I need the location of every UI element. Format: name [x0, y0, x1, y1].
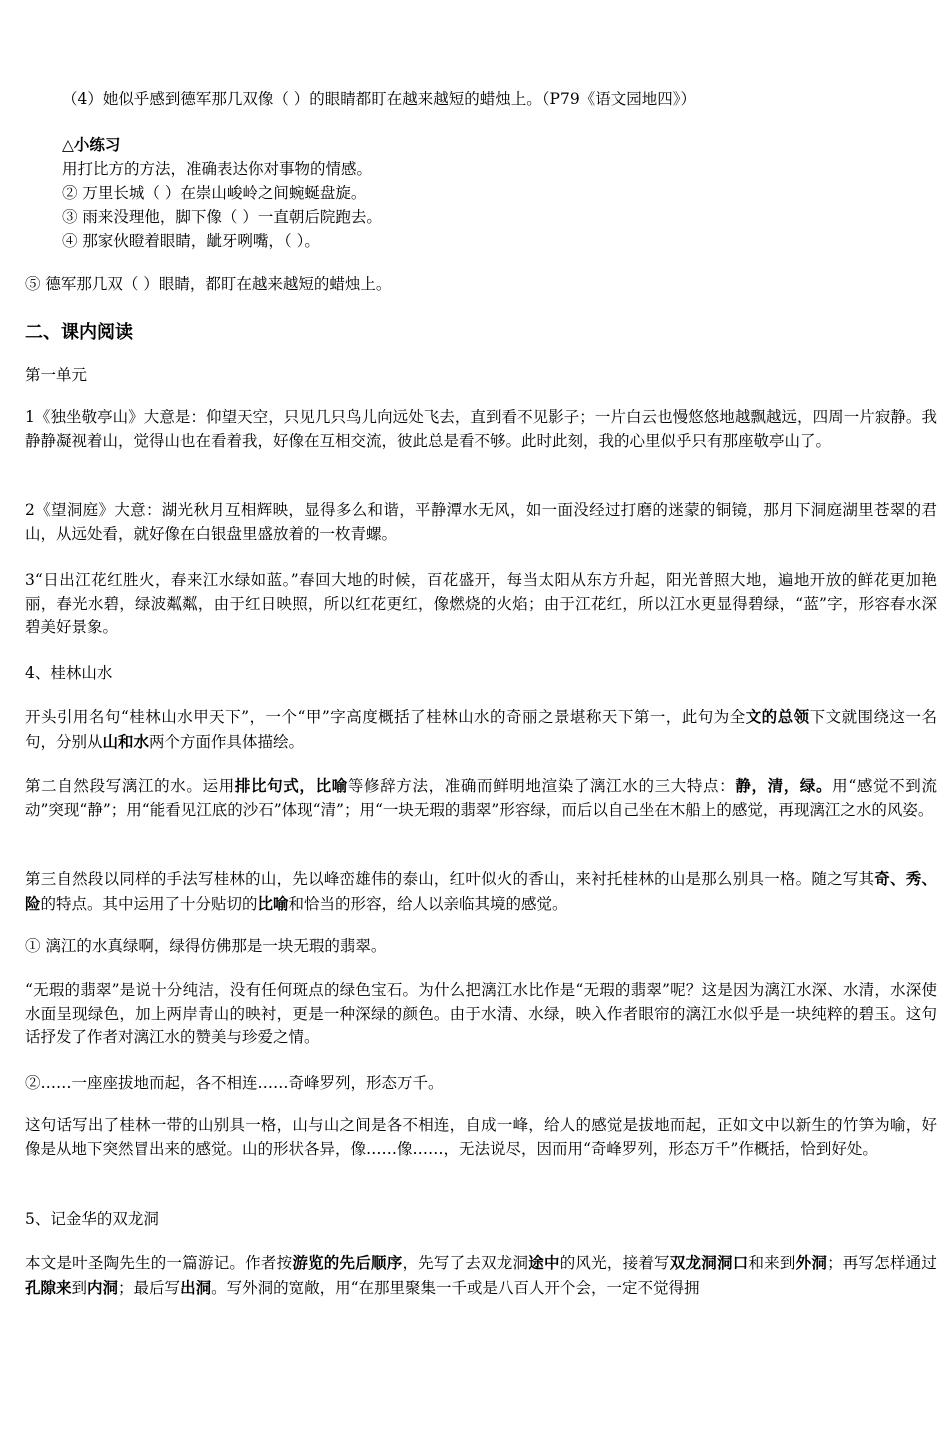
paragraph-guilin-water: [25, 774, 937, 822]
text-segment: 第二自然段写漓江的水。运用: [25, 777, 235, 795]
unit-title: 第一单元: [25, 366, 88, 384]
paragraph-guilin-intro: [25, 705, 937, 754]
bold-segment: 途中: [528, 1253, 560, 1272]
text-segment: ，先写了去双龙洞: [402, 1254, 529, 1272]
practice-instruction: 用打比方的方法，准确表达你对事物的情感。: [62, 160, 373, 178]
text-segment: ；最后写: [118, 1278, 181, 1297]
bold-segment: 山和水: [102, 731, 150, 751]
practice-item-2: ② 万里长城（ ）在崇山峻岭之间蜿蜒盘旋。: [62, 184, 367, 202]
text-segment: 等修辞方法，准确而鲜明地渲染了漓江水的三大特点：: [347, 777, 736, 795]
bold-segment: 外洞: [795, 1253, 828, 1272]
quote-1-explanation: “无瑕的翡翠”是说十分纯洁，没有任何斑点的绿色宝石。为什么把漓江水比作是“无瑕的翡翠”呢？这是因为漓江水深、水清，水深使水面呈现绿色，加上两岸青山的映衬，更是一种深绿的颜色。由于水清、水绿，映入作者眼帘的漓江水似乎是一块纯粹的碧玉。这句话抒发了作者对漓江水的赞美与珍爱之情。: [25, 981, 937, 1046]
practice-title: △小练习: [62, 135, 121, 154]
text-segment: 开头引用名句“桂林山水甲天下”，一个“甲”字高度概括了桂林山水的奇丽之景堪称天下第一，此句为全: [25, 708, 746, 726]
text-segment: 第三自然段以同样的手法写桂林的山，先以峰峦雄伟的泰山，红叶似火的香山，来衬托桂林的山是那么别具一格。随之写其: [25, 870, 875, 888]
bold-segment: 出洞: [180, 1277, 212, 1297]
exercise-item-4: （4）她似乎感到德军那几双像（ ）的眼睛都盯在越来越短的蜡烛上。（P79《语文园地四》）: [62, 90, 696, 108]
text-segment: 本文是叶圣陶先生的一篇游记。作者按: [25, 1254, 293, 1272]
bold-segment: 孔隙来: [25, 1277, 72, 1297]
text-segment: 和来到: [748, 1254, 796, 1272]
paragraph-jingting: 1《独坐敬亭山》大意是：仰望天空，只见几只鸟儿向远处飞去，直到看不见影子；一片白云也慢悠悠地越飘越远，四周一片寂静。我静静凝视着山，觉得山也在看着我，好像在互相交流，彼此总是看不够。此时此刻，我的心里似乎只有那座敬亭山了。: [25, 408, 937, 450]
bold-segment: 文的总领: [745, 707, 810, 726]
quote-2-explanation: 这句话写出了桂林一带的山别具一格，山与山之间是各不相连，自成一峰，给人的感觉是拔地而起，正如文中以新生的竹笋为喻，好像是从地下突然冒出来的感觉。山的形状各异，像……像……，无法说尽，因而用“奇峰罗列，形态万千”作概括，恰到好处。: [25, 1116, 937, 1158]
bold-segment: 内洞: [87, 1277, 119, 1297]
bold-segment: 奇、秀、险: [25, 869, 937, 913]
paragraph-guilin-mountain: [25, 867, 937, 916]
text-segment: 。写外洞的宽敞，用“在那里聚集一千或是八百人开个会，一定不觉得拥: [211, 1278, 700, 1297]
quote-2: ②……一座座拔地而起，各不相连……奇峰罗列，形态万千。: [25, 1074, 444, 1092]
bold-segment: 双龙洞洞口: [669, 1253, 749, 1272]
paragraph-jiangnan: 3“日出江花红胜火，春来江水绿如蓝。”春回大地的时候，百花盛开，每当太阳从东方升起，阳光普照大地，遍地开放的鲜花更加艳丽，春光水碧，绿波粼粼，由于红日映照，所以红花更红，像燃烧的火焰；由于江花红，所以江水更显得碧绿，“蓝”字，形容春水深碧美好景象。: [25, 571, 937, 636]
text-segment: 两个方面作具体描绘。: [149, 732, 305, 751]
text-segment: 到: [71, 1278, 88, 1297]
text-segment: 用“感觉不到流动”突现“静”；用“能看见江底的沙石”体现“清”；用“一块无瑕的翡翠”形容绿，而后以自己坐在木船上的感觉，再现漓江之水的风姿。: [25, 777, 937, 819]
bold-segment: 排比句式，比喻: [234, 776, 348, 795]
paragraph-dongting: 2《望洞庭》大意：湖光秋月互相辉映，显得多么和谐，平静潭水无风，如一面没经过打磨的迷蒙的铜镜，那月下洞庭湖里苍翠的君山，从远处看，就好像在白银盘里盛放着的一枚青螺。: [25, 501, 937, 543]
bold-segment: 游览的先后顺序: [292, 1253, 403, 1272]
text-segment: 和恰当的形容，给人以亲临其境的感觉。: [288, 894, 568, 913]
guilin-title: 4、桂林山水: [25, 664, 113, 682]
practice-item-5: ⑤ 德军那几双（ ）眼睛，都盯在越来越短的蜡烛上。: [25, 275, 392, 293]
bold-segment: 静，清，绿。: [735, 776, 833, 795]
practice-item-4: ④ 那家伙瞪着眼睛，龇牙咧嘴，（ ）。: [62, 232, 320, 250]
bold-segment: 比喻: [257, 893, 289, 913]
text-segment: 的特点。其中运用了十分贴切的: [40, 894, 258, 913]
cave-title: 5、记金华的双龙洞: [25, 1210, 159, 1228]
paragraph-cave: [25, 1251, 937, 1300]
text-segment: 下文就围绕这一名句，分别从: [25, 708, 937, 751]
text-segment: 的风光，接着写: [559, 1254, 670, 1272]
quote-1: ① 漓江的水真绿啊，绿得仿佛那是一块无瑕的翡翠。: [25, 937, 387, 955]
text-segment: ；再写怎样通过: [827, 1254, 937, 1272]
practice-item-3: ③ 雨来没理他，脚下像（ ）一直朝后院跑去。: [62, 208, 382, 226]
section-heading: 二、课内阅读: [25, 322, 133, 343]
